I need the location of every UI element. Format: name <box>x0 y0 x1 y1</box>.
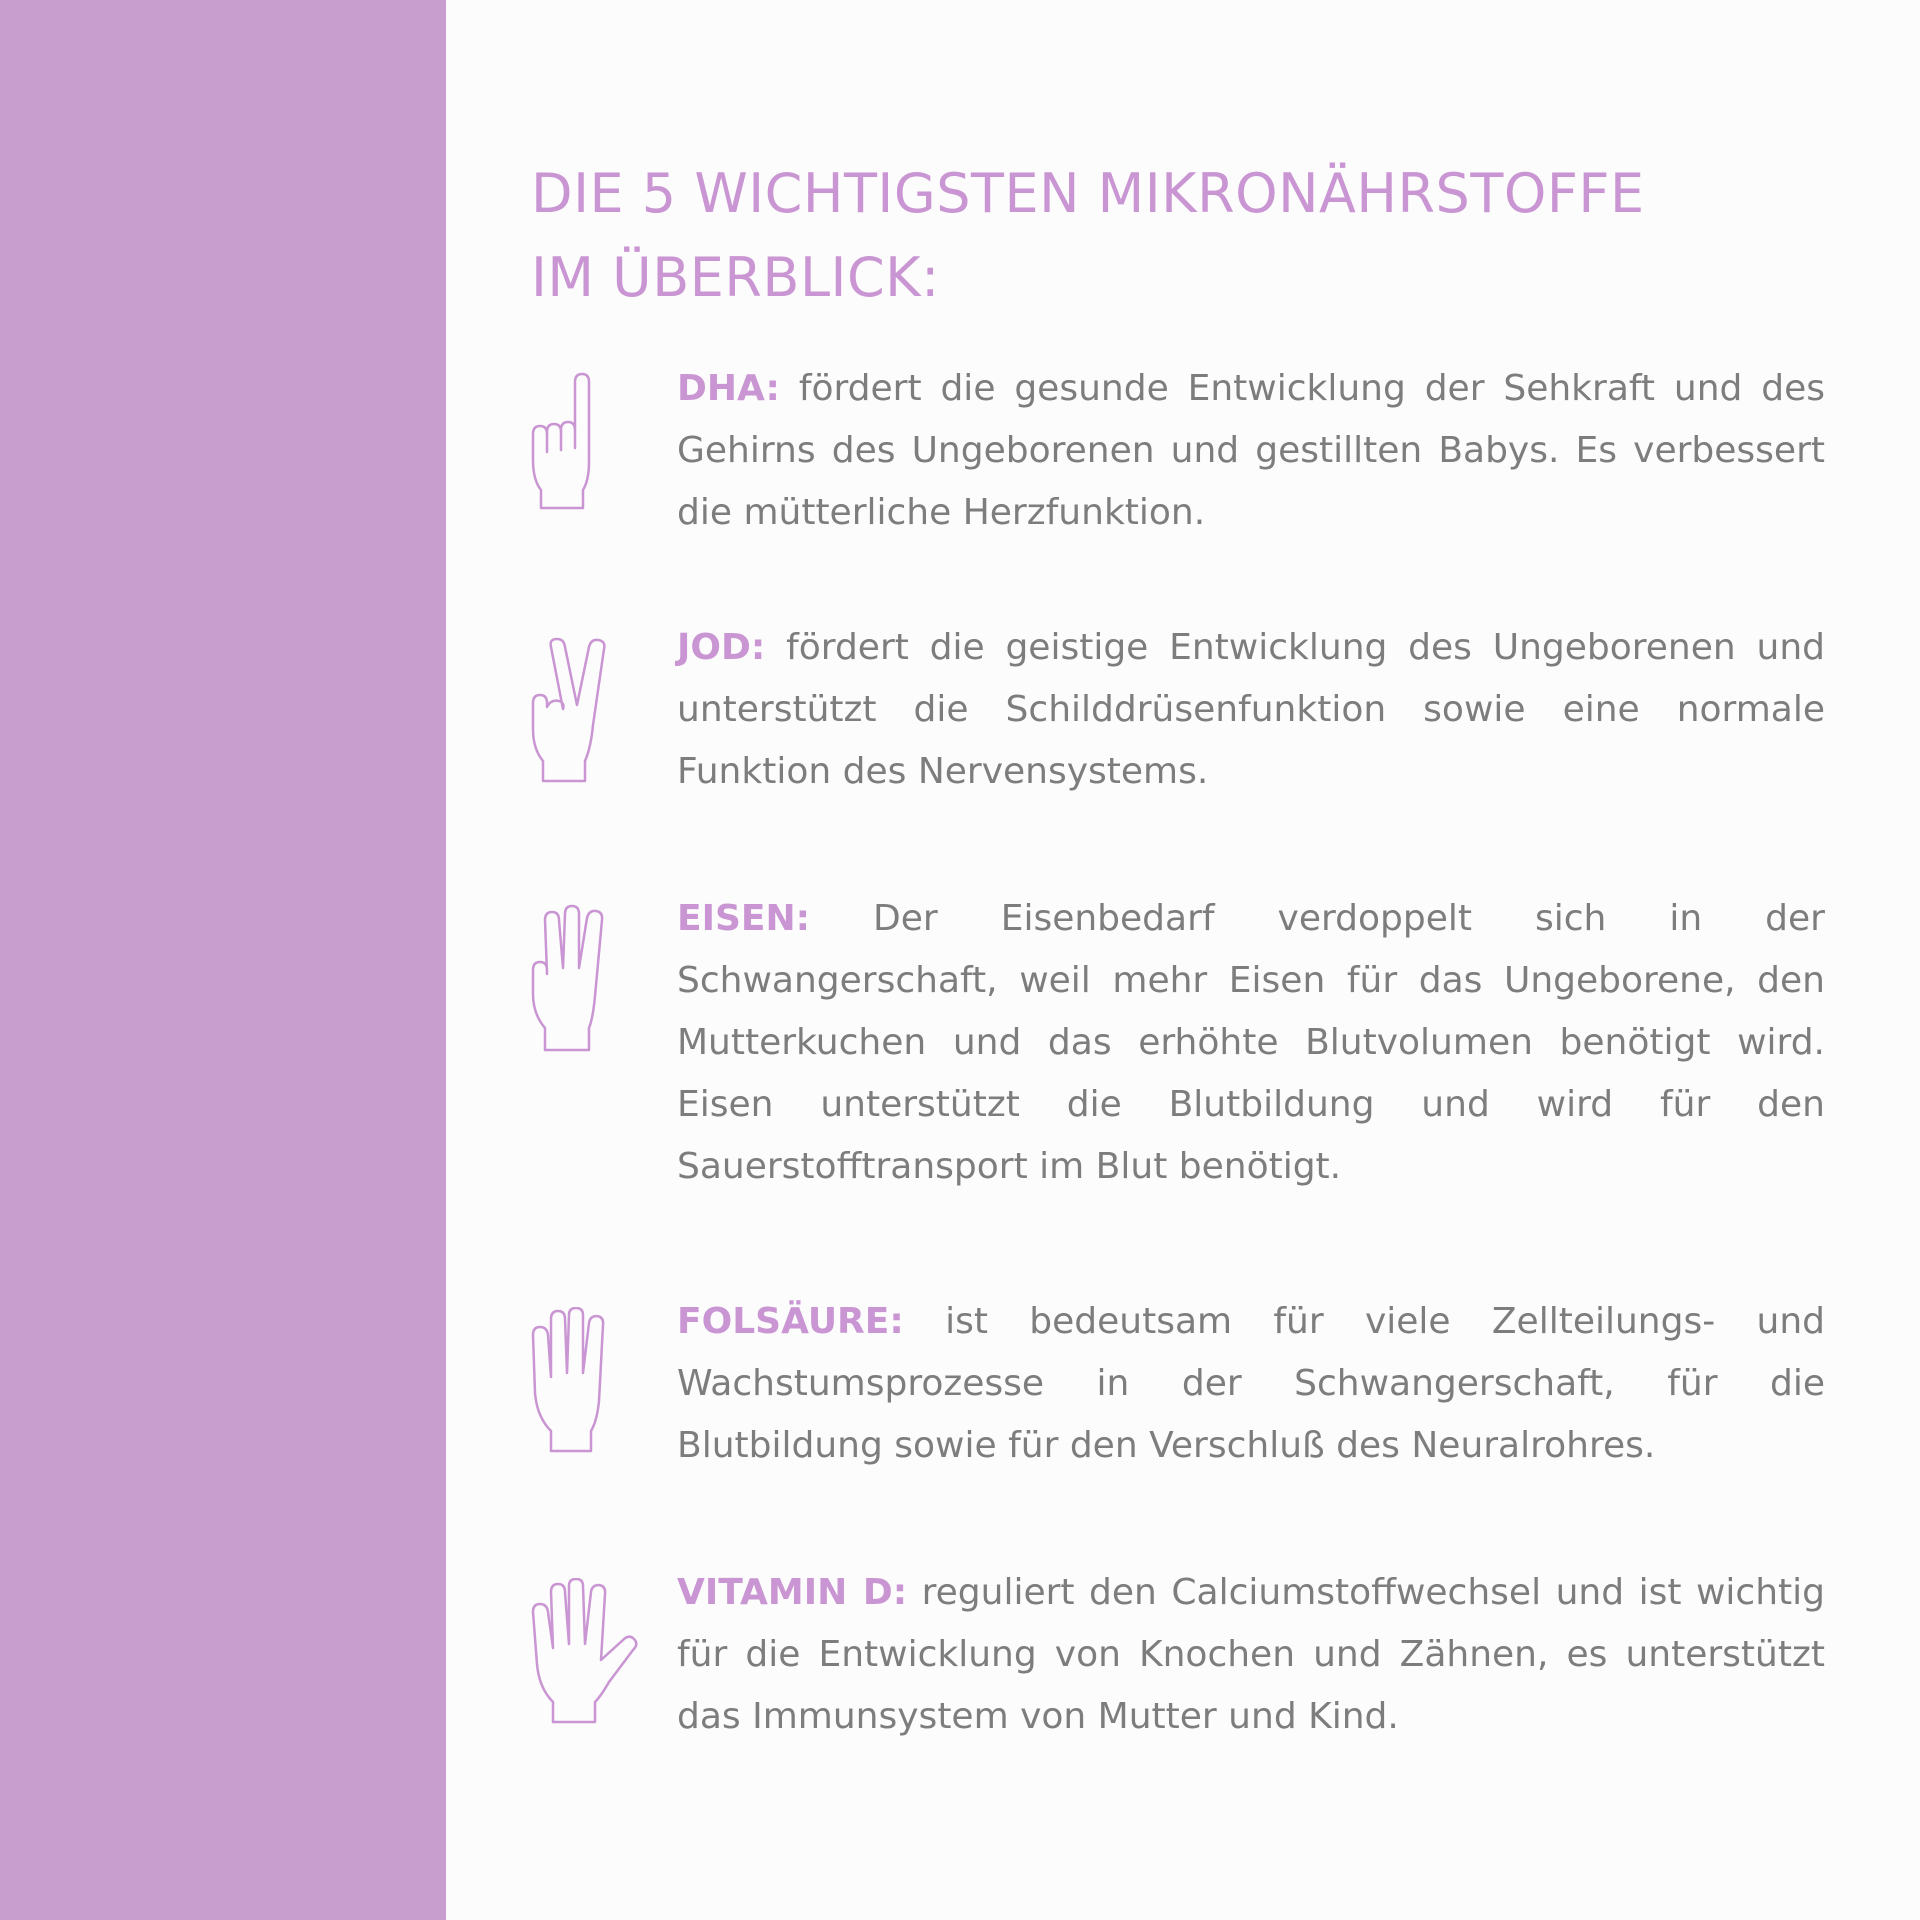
nutrient-label: JOD: <box>677 627 766 668</box>
page-title-line: IM ÜBERBLICK: <box>531 246 940 309</box>
sidebar-panel <box>0 0 446 1920</box>
nutrient-text: Der Eisenbedarf verdoppelt sich in der Schwangerschaft, weil mehr Eisen für das Ungeborene, den Mutterkuchen und das erhöhte Blutvolumen benötigt wird. Eisen unterstützt die Blutbildung und wird für den Sauerstofftransport im Blut benötigt. <box>677 898 1825 1187</box>
one-finger-hand-icon <box>531 372 621 522</box>
three-fingers-hand-icon <box>531 904 621 1054</box>
nutrient-text: reguliert den Calciumstoffwechsel und ist wichtig für die Entwicklung von Knochen und Zähnen, es unterstützt das Immunsystem von Mutter und Kind. <box>677 1572 1825 1737</box>
nutrient-label: VITAMIN D: <box>677 1572 908 1613</box>
nutrient-text: fördert die gesunde Entwicklung der Sehkraft und des Gehirns des Ungeborenen und gestillten Babys. Es verbessert die mütterliche Herzfunktion. <box>677 368 1826 533</box>
page-title <box>531 152 1831 320</box>
nutrient-description <box>677 1562 1825 1748</box>
nutrient-description <box>677 1291 1825 1477</box>
two-fingers-hand-icon <box>531 637 621 787</box>
nutrient-label: FOLSÄURE: <box>677 1301 904 1342</box>
nutrient-description <box>677 617 1825 803</box>
four-fingers-hand-icon <box>531 1307 627 1457</box>
five-fingers-hand-icon <box>531 1578 643 1728</box>
nutrient-label: DHA: <box>677 368 780 409</box>
nutrient-label: EISEN: <box>677 898 811 939</box>
nutrient-description <box>677 888 1825 1198</box>
nutrient-text: ist bedeutsam für viele Zellteilungs- und Wachstumsprozesse in der Schwangerschaft, für die Blutbildung sowie für den Verschluß des Neuralrohres. <box>677 1301 1825 1466</box>
page-title-line: DIE 5 WICHTIGSTEN MIKRONÄHRSTOFFE <box>531 162 1645 225</box>
nutrient-description <box>677 358 1825 544</box>
nutrient-text: fördert die geistige Entwicklung des Ungeborenen und unterstützt die Schilddrüsenfunktion sowie eine normale Funktion des Nervensystems. <box>677 627 1825 792</box>
